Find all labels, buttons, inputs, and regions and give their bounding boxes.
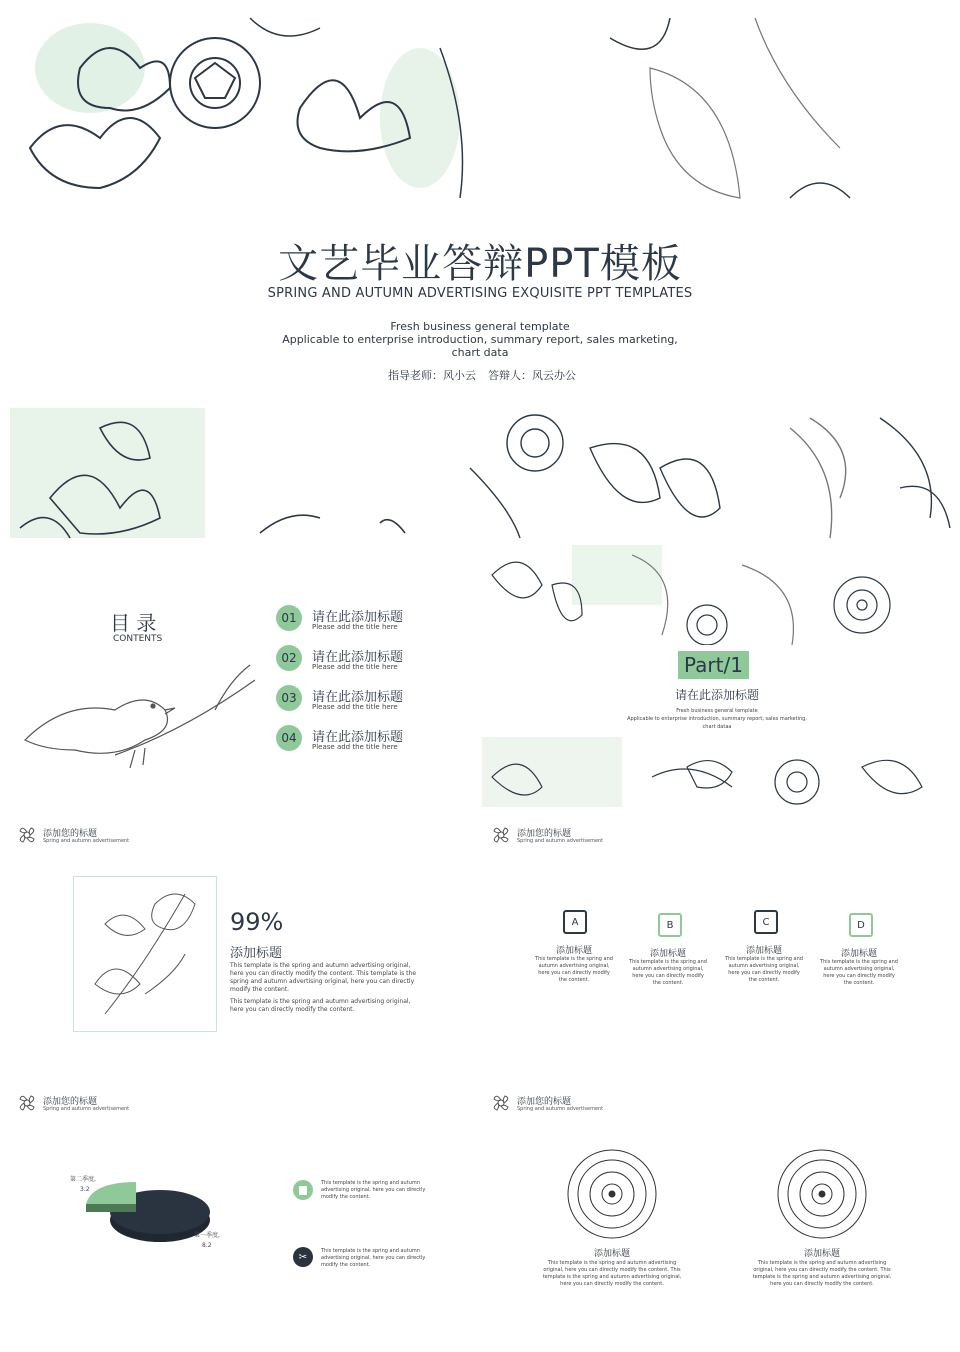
toc-item-title-4[interactable]: 请在此添加标题 [312, 730, 404, 745]
slide-header-sub: Spring and autumn advertisement [517, 838, 604, 844]
part-line1: Fresh business general template [676, 708, 758, 714]
floral-banner-illustration [20, 8, 860, 204]
abcd-text-c: This template is the spring and autumn advertising original, here you can directly modify the content. [725, 956, 803, 983]
toc-item-sub-1: Please add the title here [312, 623, 398, 631]
pie-label-q2: 第二季度, [70, 1176, 96, 1183]
pie-value-q1: 8.2 [202, 1242, 212, 1249]
part-label: Part/1 [678, 651, 749, 679]
toc-item-title-2[interactable]: 请在此添加标题 [312, 650, 404, 665]
abcd-text-d: This template is the spring and autumn advertising original, here you can directly modify the content. [820, 959, 898, 986]
flower-text-1: This template is the spring and autumn advertising original, here you can directly modify the content. This template is the spring and autumn advertising original, here you can directly modify the content. [542, 1260, 682, 1287]
calendar-icon-d: D [849, 913, 873, 937]
abcd-title-a: 添加标题 [555, 946, 592, 956]
part-floral-bottom [482, 737, 952, 807]
cover-slide [0, 0, 960, 400]
pie-slice-q2 [86, 1182, 136, 1204]
abcd-text-b: This template is the spring and autumn advertising original, here you can directly modify the content. [629, 959, 707, 986]
cover-title: 文艺毕业答辩PPT模板 [278, 241, 682, 287]
toc-number-3[interactable]: 03 [276, 685, 302, 711]
toc-item-sub-4: Please add the title here [312, 743, 398, 751]
slide-header-sub: Spring and autumn advertisement [517, 1106, 604, 1112]
toc-item-title-3[interactable]: 请在此添加标题 [312, 690, 404, 705]
floral-strip-right [460, 408, 952, 540]
abcd-title-b: 添加标题 [649, 949, 686, 959]
slide-header-sub: Spring and autumn advertisement [43, 838, 130, 844]
flower-title-2: 添加标题 [803, 1249, 840, 1259]
flower-icon [490, 824, 512, 846]
flower-slide [482, 1080, 952, 1320]
flower-text-2: This template is the spring and autumn advertising original, here you can directly modify the content. This template is the spring and autumn advertising original, here you can directly modify the content. [752, 1260, 892, 1287]
stat-percent: 99% [230, 908, 284, 936]
stat-title: 添加标题 [230, 946, 283, 961]
marigold-illustration-2 [776, 1148, 868, 1240]
toc-item-title-1[interactable]: 请在此添加标题 [312, 610, 404, 625]
part-floral-top [482, 545, 952, 645]
toc-subtitle: CONTENTS [113, 634, 163, 644]
part-line2: Applicable to enterprise introduction, summary report, sales marketing, [627, 716, 807, 722]
slide-header-sub: Spring and autumn advertisement [43, 1106, 130, 1112]
cover-subtitle: SPRING AND AUTUMN ADVERTISING EXQUISITE PPT TEMPLATES [267, 286, 693, 301]
toc-item-sub-2: Please add the title here [312, 663, 398, 671]
toc-number-4[interactable]: 04 [276, 725, 302, 751]
pie-slice-q2-side [86, 1204, 136, 1212]
calendar-icon-b: B [658, 913, 682, 937]
abcd-slide [482, 812, 952, 1052]
calendar-icon-a: A [563, 910, 587, 934]
abcd-text-a: This template is the spring and autumn advertising original, here you can directly modify the content. [535, 956, 613, 983]
pie-chart [82, 1176, 212, 1256]
part-line3: chart dataa [702, 724, 732, 730]
stat-paragraph-1: This template is the spring and autumn advertising original, here you can directly modify the content. This template is the spring and autumn advertising original, here you can directly modify the content. [230, 962, 417, 993]
floral-strip-left [10, 408, 450, 540]
flower-icon [16, 1092, 38, 1114]
abcd-title-d: 添加标题 [840, 949, 877, 959]
lily-illustration [85, 884, 205, 1024]
toc-item-sub-3: Please add the title here [312, 703, 398, 711]
flower-icon [16, 824, 38, 846]
slide-header-title: 添加您的标题 [43, 829, 98, 839]
pie-note-2: This template is the spring and autumn advertising original, here you can directly modify the content. [321, 1248, 426, 1268]
slide-header-title: 添加您的标题 [517, 1097, 572, 1107]
toc-title: 目 录 [110, 611, 157, 635]
toc-slide [10, 545, 450, 807]
toc-number-1[interactable]: 01 [276, 605, 302, 631]
pie-value-q2: 3.2 [80, 1186, 90, 1193]
calendar-icon-c: C [754, 910, 778, 934]
abcd-title-c: 添加标题 [745, 946, 782, 956]
pie-slide [10, 1080, 450, 1320]
pie-note-1: This template is the spring and autumn advertising original, here you can directly modify the content. [321, 1180, 426, 1200]
pie-label-q1: 第一季度, [194, 1232, 220, 1239]
flower-icon [490, 1092, 512, 1114]
toc-number-2[interactable]: 02 [276, 645, 302, 671]
part-slide [482, 545, 952, 807]
bird-illustration [15, 660, 255, 770]
part-title: 请在此添加标题 [674, 688, 759, 702]
slide-header-title: 添加您的标题 [43, 1097, 98, 1107]
book-icon [293, 1180, 313, 1200]
cover-presenter: 答辩人：风云办公 [488, 369, 576, 382]
stat-paragraph-2: This template is the spring and autumn advertising original, here you can directly modify the content. [230, 998, 411, 1013]
cover-teacher: 指导老师：风小云 [388, 369, 476, 382]
cover-desc-line2: Applicable to enterprise introduction, summary report, sales marketing, [282, 333, 678, 346]
slide-header-title: 添加您的标题 [517, 829, 572, 839]
scissors-icon: ✂ [293, 1247, 313, 1267]
stat-slide [10, 812, 450, 1052]
cover-desc-line1: Fresh business general template [390, 320, 570, 333]
marigold-illustration-1 [566, 1148, 658, 1240]
flower-title-1: 添加标题 [593, 1249, 630, 1259]
cover-desc-line3: chart data [451, 346, 509, 359]
